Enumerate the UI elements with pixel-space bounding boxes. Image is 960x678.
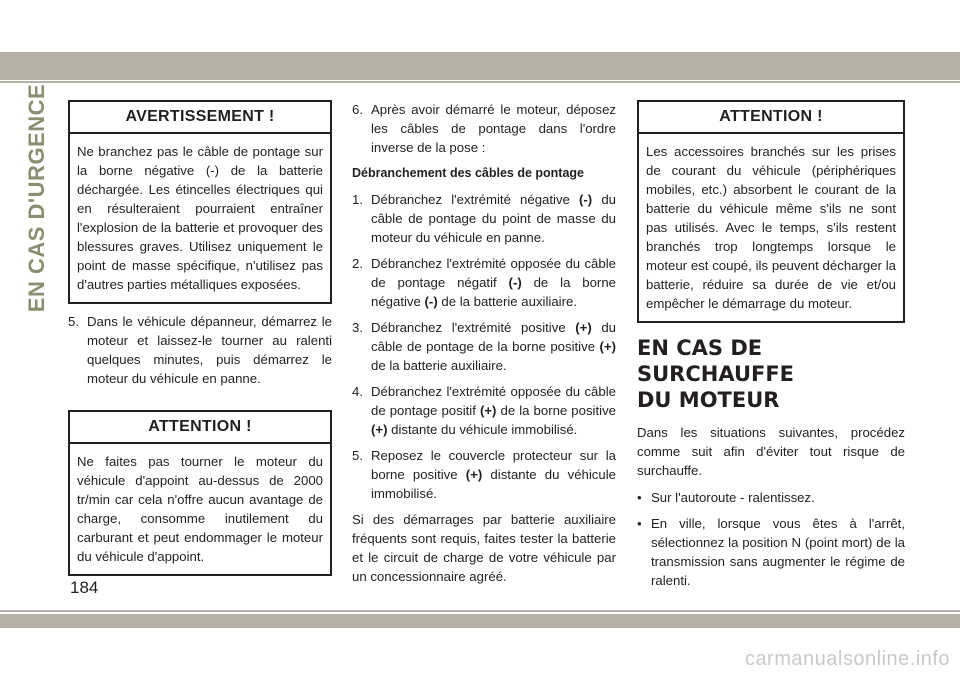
disconnect-step-2: [352, 254, 616, 311]
text-part: Débranchez l'extrémité opposée du câble de pontage négatif: [371, 256, 616, 290]
attention-body: Les accessoires branchés sur les prises de courant du véhicule (périphériques mobiles, etc.) absorbent le courant de la batterie du véhicule même s'ils ne sont pas utilisés. Avec le temps, s'ils restent branchés trop longtemps lorsque le moteur est coupé, ils peuvent décharger la batterie, réduire sa durée de vie et/ou empêcher le démarrage du moteur.: [646, 144, 896, 311]
polarity-symbol: (+): [371, 422, 388, 437]
text-part: distante du véhicule immobilisé.: [387, 422, 578, 437]
disconnect-subheading: Débranchement des câbles de pontage: [352, 166, 585, 180]
text-part: Débranchez l'extrémité négative: [371, 192, 580, 207]
footer-rule: [0, 610, 960, 612]
heading-line-2: DU MOTEUR: [637, 388, 780, 412]
attention-box-2: [637, 100, 905, 323]
step-number: 5.: [352, 448, 363, 463]
attention-body: Ne faites pas tourner le moteur du véhicule d'appoint au-dessus de 2000 tr/min car cela n'offre aucun avantage de charge, consomme inutilement du carburant et peut endommager le moteur du véhicule d'appoint.: [77, 454, 323, 564]
text-part: de la borne positive: [496, 403, 617, 418]
step-number: 3.: [352, 320, 363, 335]
attention-box-1: [68, 410, 332, 576]
bullet-text: En ville, lorsque vous êtes à l'arrêt, sélectionnez la position N (point mort) de la transmission sans augmenter le régime de ralenti.: [651, 516, 905, 588]
step-text: [371, 382, 616, 439]
step-6: [352, 100, 616, 157]
bullet-item: [637, 514, 905, 590]
column-3: [637, 100, 905, 597]
section-side-tab: [22, 83, 52, 312]
attention-title: ATTENTION !: [639, 102, 903, 134]
step-number: 6.: [352, 102, 363, 117]
watermark: carmanualsonline.info: [744, 648, 950, 670]
polarity-symbol: (-): [508, 275, 522, 290]
polarity-symbol: (+): [575, 320, 592, 335]
text-part: de la borne négative: [371, 275, 616, 309]
polarity-symbol: (+): [479, 403, 497, 418]
step-text: [371, 254, 616, 311]
bullet-item: [637, 488, 905, 507]
text-part: du câble de pontage du point de masse du moteur du véhicule en panne.: [371, 192, 616, 245]
bullet-mark: •: [637, 490, 642, 505]
disconnect-step-1: [352, 190, 616, 247]
warning-box: [68, 100, 332, 304]
text-part: de la batterie auxiliaire.: [371, 358, 507, 373]
heading-line-1: EN CAS DE SURCHAUFFE: [637, 336, 795, 386]
polarity-symbol: (-): [579, 192, 593, 207]
attention-title: ATTENTION !: [70, 412, 330, 444]
overheat-intro: Dans les situations suivantes, procédez comme suit afin d'éviter tout risque de surchauffe.: [637, 425, 905, 478]
step-number: 4.: [352, 384, 363, 399]
disconnect-step-5: [352, 446, 616, 503]
text-part: Reposez le couvercle protecteur sur la borne positive: [371, 448, 616, 482]
bullet-mark: •: [637, 516, 642, 531]
step-text: Dans le véhicule dépanneur, démarrez le moteur et laissez-le tourner au ralenti quelques minutes, puis démarrez le moteur du véhicule en panne.: [87, 314, 332, 386]
warning-body: Ne branchez pas le câble de pontage sur la borne négative (-) de la batterie déchargée. Les étincelles électriques qui en résulteraient pourraient entraîner l'explosion de la batterie et provoquer des blessures graves. Utilisez uniquement le point de masse spécifique, n'utilisez pas d'autres parties métalliques exposées.: [77, 144, 323, 292]
step-5: [68, 312, 332, 388]
step-text: [371, 446, 616, 503]
column-2: [352, 100, 616, 594]
closing-paragraph: Si des démarrages par batterie auxiliaire fréquents sont requis, faites tester la batterie et le circuit de charge de votre véhicule par un concessionnaire agréé.: [352, 512, 616, 584]
header-rule: [0, 81, 960, 83]
polarity-symbol: (+): [465, 467, 483, 482]
footer-band: [0, 614, 960, 628]
text-part: Débranchez l'extrémité positive: [371, 320, 576, 335]
text-part: Débranchez l'extrémité opposée du câble de pontage positif: [371, 384, 616, 418]
text-part: de la batterie auxiliaire.: [437, 294, 577, 309]
warning-title: AVERTISSEMENT !: [70, 102, 330, 134]
step-text: [371, 190, 616, 247]
disconnect-step-4: [352, 382, 616, 439]
bullet-text: Sur l'autoroute - ralentissez.: [651, 490, 815, 505]
text-part: du câble de pontage de la borne positive: [371, 320, 616, 354]
text-part: distante du véhicule immobilisé.: [371, 467, 616, 501]
step-number: 5.: [68, 314, 79, 329]
step-number: 2.: [352, 256, 363, 271]
overheat-heading: [637, 335, 905, 413]
header-band: [0, 52, 960, 80]
side-tab-label: EN CAS D'URGENCE: [24, 83, 49, 312]
step-text: Après avoir démarré le moteur, déposez les câbles de pontage dans l'ordre inverse de la pose :: [371, 102, 616, 155]
polarity-symbol: (+): [599, 339, 616, 354]
column-1: [68, 100, 332, 584]
disconnect-step-3: [352, 318, 616, 375]
step-text: [371, 318, 616, 375]
step-number: 1.: [352, 192, 363, 207]
page-number: 184: [70, 578, 99, 597]
polarity-symbol: (-): [424, 294, 438, 309]
